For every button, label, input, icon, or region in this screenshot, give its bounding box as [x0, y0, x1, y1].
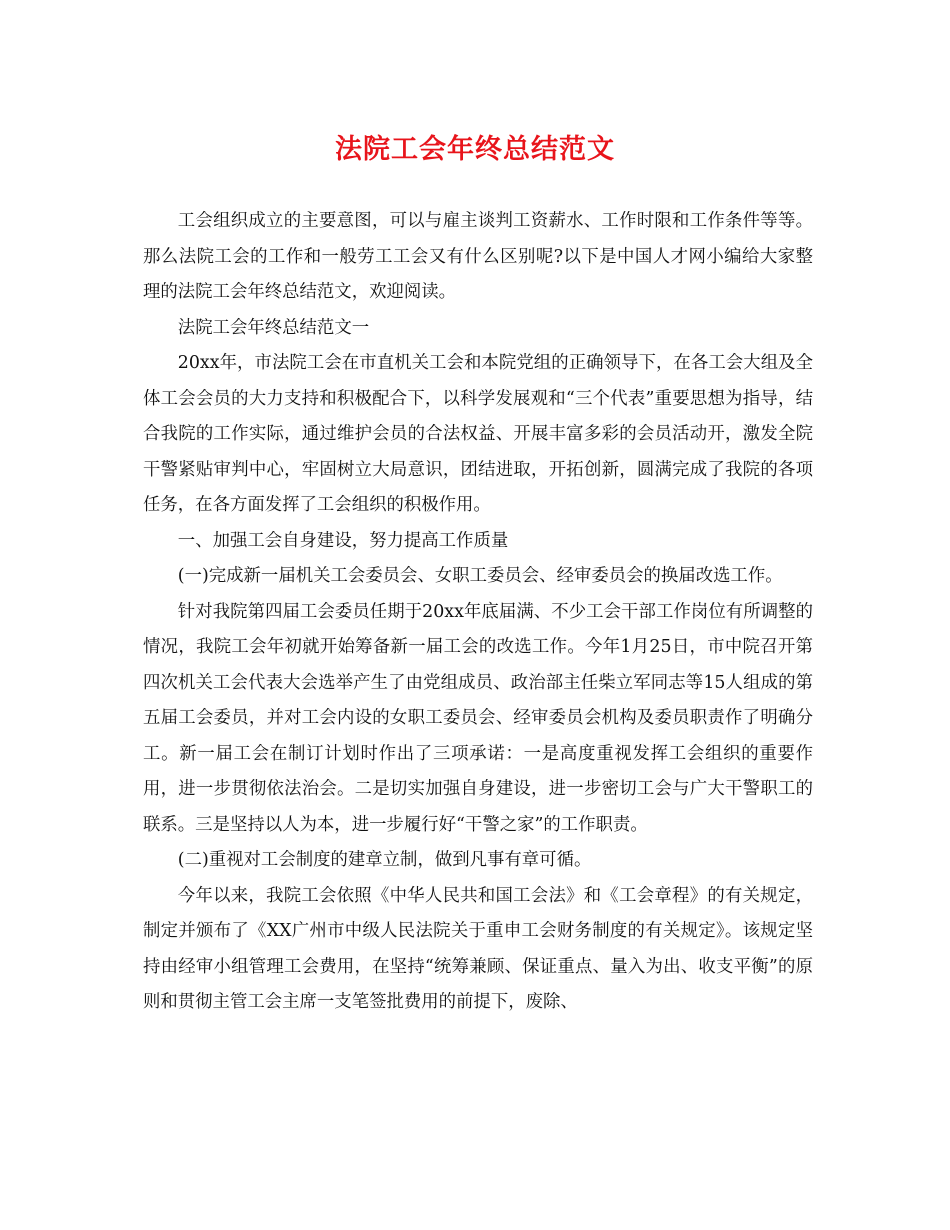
subsection-heading-1: (一)完成新一届机关工会委员会、女职工委员会、经审委员会的换届改选工作。 — [177, 566, 783, 586]
document-title: 法院工会年终总结范文 — [335, 134, 615, 165]
paragraph-overview: 20xx年，市法院工会在市直机关工会和本院党组的正确领导下，在各工会大组及全体工会会员的大力支持和积极配合下，以科学发展观和“三个代表”重要思想为指导，结合我院的工作实际，通过维护会员的合法权益、开展丰富多彩的会员活动开，激发全院干警紧贴审判中心，牢固树立大局意识，团结进取，开拓创新，圆满完成了我院的各项任务，在各方面发挥了工会组织的积极作用。 — [143, 353, 813, 515]
document-body — [143, 204, 813, 1021]
paragraph-subtitle: 法院工会年终总结范文一 — [177, 317, 370, 338]
subsection-heading-2: (二)重视对工会制度的建章立制，做到凡事有章可循。 — [177, 850, 592, 870]
paragraph-intro: 工会组织成立的主要意图，可以与雇主谈判工资薪水、工作时限和工作条件等等。那么法院工会的工作和一般劳工工会又有什么区别呢?以下是中国人才网小编给大家整理的法院工会年终总结范文，欢迎阅读。 — [143, 211, 813, 302]
section-heading-1: 一、加强工会自身建设，努力提高工作质量 — [177, 530, 509, 551]
paragraph-regulations: 今年以来，我院工会依照《中华人民共和国工会法》和《工会章程》的有关规定，制定并颁布了《XX广州市中级人民法院关于重申工会财务制度的有关规定》。该规定坚持由经审小组管理工会费用，在坚持“统筹兼顾、保证重点、量入为出、收支平衡”的原则和贯彻主管工会主席一支笔签批费用的前提下，废除、 — [143, 885, 813, 1012]
paragraph-election: 针对我院第四届工会委员任期于20xx年底届满、不少工会干部工作岗位有所调整的情况，我院工会年初就开始筹备新一届工会的改选工作。今年1月25日，市中院召开第四次机关工会代表大会选举产生了由党组成员、政治部主任柴立军同志等15人组成的第五届工会委员，并对工会内设的女职工委员会、经审委员会机构及委员职责作了明确分工。新一届工会在制订计划时作出了三项承诺：一是高度重视发挥工会组织的重要作用，进一步贯彻依法治会。二是切实加强自身建设，进一步密切工会与广大干警职工的联系。三是坚持以人为本，进一步履行好“干警之家”的工作职责。 — [143, 601, 813, 835]
